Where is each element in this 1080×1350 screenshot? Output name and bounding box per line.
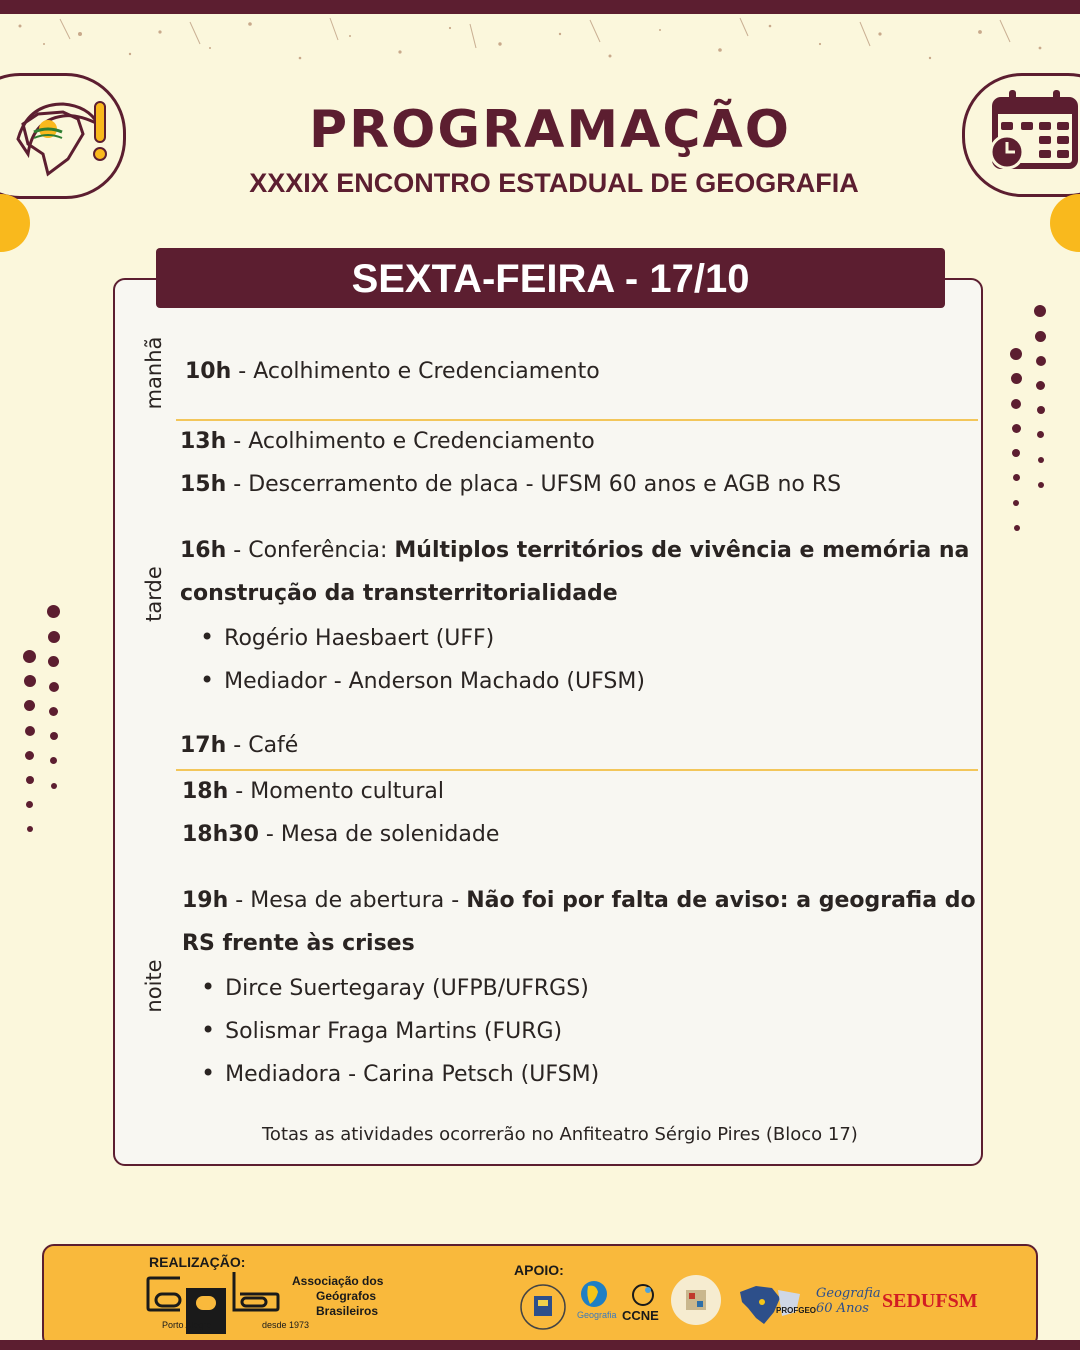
realizacao-label: REALIZAÇÃO: xyxy=(149,1254,246,1270)
bottom-bar xyxy=(0,1340,1080,1350)
period-afternoon-label: tarde xyxy=(142,566,166,622)
speaker-item: • Dirce Suertegaray (UFPB/UFRGS) xyxy=(201,973,589,1003)
sponsors-footer xyxy=(42,1244,1038,1348)
divider-morning xyxy=(176,419,978,421)
paper-texture xyxy=(0,14,1080,74)
agb-line: Associação dos xyxy=(292,1274,384,1288)
conference-title: Múltiplos territórios de vivência e memória na xyxy=(394,538,970,563)
schedule-item xyxy=(185,358,600,386)
speaker-item: • Rogério Haesbaert (UFF) xyxy=(200,623,494,653)
decorative-circle-right xyxy=(1050,194,1080,252)
geografia-logo-icon xyxy=(576,1280,612,1310)
period-morning-label: manhã xyxy=(142,336,166,410)
sedufsm-logo: SEDUFSM xyxy=(882,1290,978,1312)
agb-name xyxy=(292,1274,383,1319)
page-title: PROGRAMAÇÃO xyxy=(309,100,791,160)
schedule-text: - Café xyxy=(226,733,299,758)
agb-city: Porto Alegre xyxy=(162,1320,212,1330)
schedule-item xyxy=(182,778,444,806)
schedule-item-continued xyxy=(182,930,415,958)
profgeo-label: PROFGEO xyxy=(776,1306,817,1315)
speaker-item: • Mediador - Anderson Machado (UFSM) xyxy=(200,666,645,696)
location-note: Totas as atividades ocorrerão no Anfiteatro Sérgio Pires (Bloco 17) xyxy=(262,1124,858,1145)
ccne-label: CCNE xyxy=(622,1308,659,1323)
schedule-text: - Conferência: xyxy=(226,538,395,563)
speaker-item: • Solismar Fraga Martins (FURG) xyxy=(201,1016,562,1046)
opening-title-cont: RS frente às crises xyxy=(182,931,415,956)
schedule-text: - Mesa de abertura - xyxy=(228,888,467,913)
geo60-line: 60 Anos xyxy=(816,1301,869,1316)
schedule-item xyxy=(180,732,298,760)
schedule-item xyxy=(180,537,969,565)
schedule-time: 10h xyxy=(185,359,232,384)
schedule-item-continued xyxy=(180,580,618,608)
schedule-time: 18h30 xyxy=(182,822,259,847)
ufsm-seal-icon xyxy=(518,1282,568,1332)
conference-title-cont: construção da transterritorialidade xyxy=(180,581,618,606)
period-night-label: noite xyxy=(142,959,166,1013)
decorative-circle-left xyxy=(0,194,30,252)
day-banner: SEXTA-FEIRA - 17/10 xyxy=(156,248,945,308)
schedule-time: 15h xyxy=(180,472,227,497)
agb-since: desde 1973 xyxy=(262,1320,310,1330)
speaker-item: • Mediadora - Carina Petsch (UFSM) xyxy=(201,1059,599,1089)
schedule-text: - Mesa de solenidade xyxy=(258,822,500,847)
divider-afternoon xyxy=(176,769,978,771)
schedule-time: 19h xyxy=(182,888,229,913)
schedule-text: - Acolhimento e Credenciamento xyxy=(226,429,595,454)
schedule-time: 17h xyxy=(180,733,227,758)
schedule-time: 13h xyxy=(180,429,227,454)
schedule-text: - Acolhimento e Credenciamento xyxy=(231,359,600,384)
dept-seal-icon xyxy=(670,1274,722,1326)
schedule-text: - Momento cultural xyxy=(228,779,444,804)
opening-title: Não foi por falta de aviso: a geografia do xyxy=(466,888,976,913)
brazil-map-icon xyxy=(734,1282,806,1328)
geografia-60-logo xyxy=(816,1286,881,1316)
agb-line: Geógrafos xyxy=(316,1289,377,1303)
schedule-item xyxy=(182,821,499,849)
schedule-text: - Descerramento de placa - UFSM 60 anos e AGB no RS xyxy=(226,472,842,497)
schedule-item xyxy=(180,428,595,456)
ccne-logo-icon xyxy=(628,1282,658,1308)
top-bar xyxy=(0,0,1080,14)
page-subtitle: XXXIX ENCONTRO ESTADUAL DE GEOGRAFIA xyxy=(249,168,859,198)
schedule-time: 16h xyxy=(180,538,227,563)
schedule-item xyxy=(182,887,976,915)
agb-line: Brasileiros xyxy=(316,1304,379,1318)
geografia-label: Geografia xyxy=(577,1310,617,1320)
apoio-label: APOIO: xyxy=(514,1262,564,1278)
schedule-time: 18h xyxy=(182,779,229,804)
schedule-item xyxy=(180,471,841,499)
geo60-line: Geografia xyxy=(816,1286,881,1301)
